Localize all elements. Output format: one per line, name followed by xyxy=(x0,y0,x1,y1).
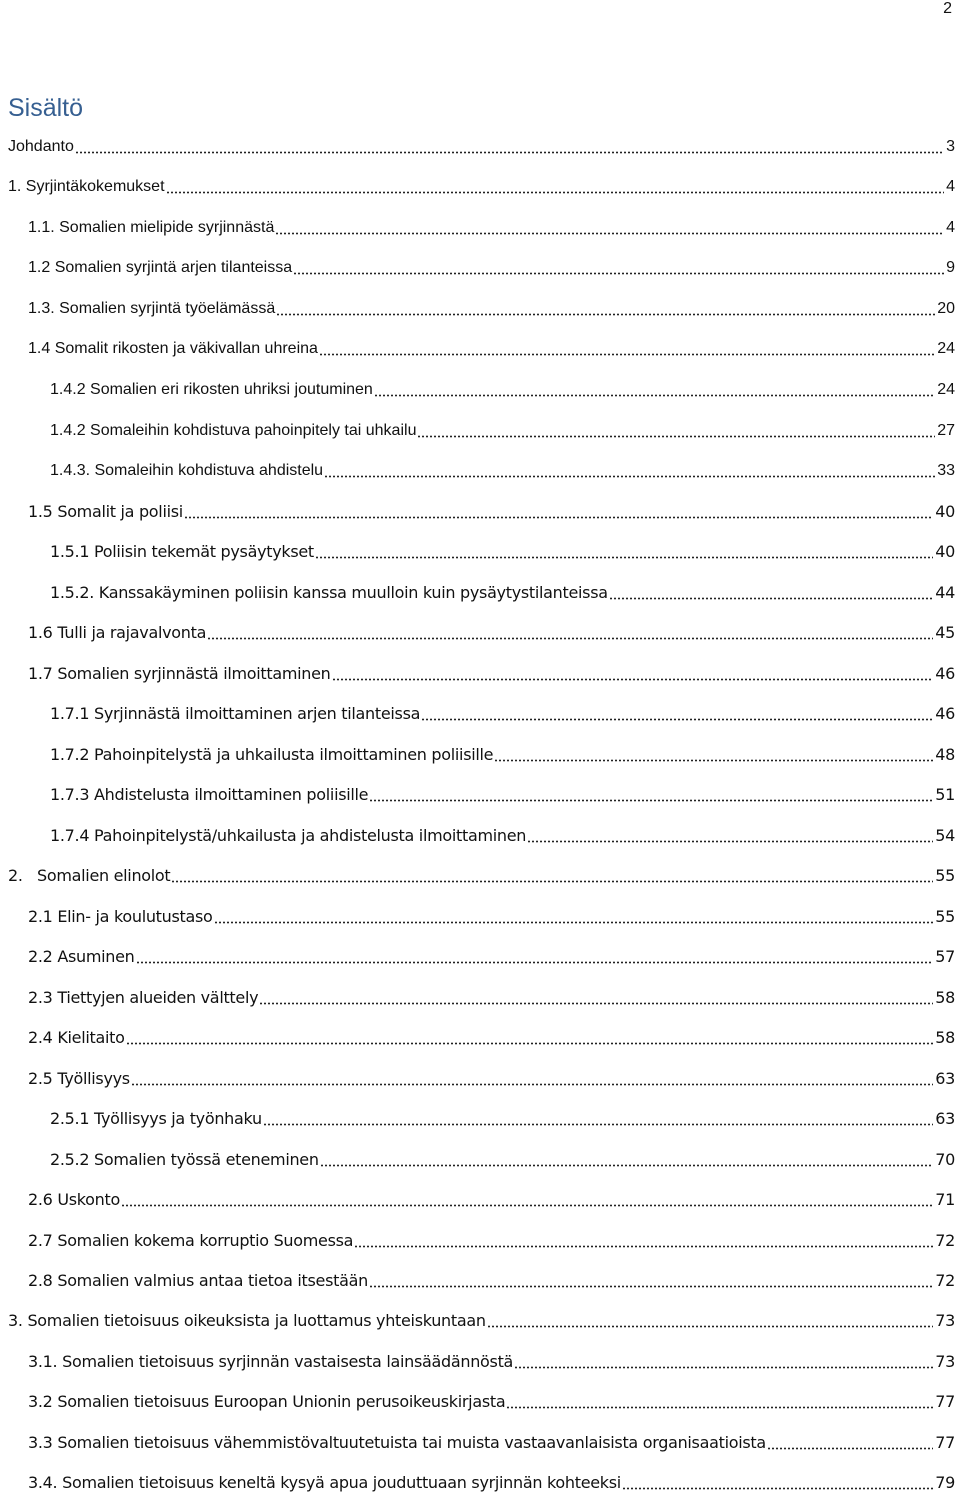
toc-entry[interactable] xyxy=(50,1104,955,1130)
toc-entry[interactable] xyxy=(28,1347,955,1373)
toc-entry-page: 71 xyxy=(935,1190,955,1209)
toc-entry-label: 3.4. Somalien tietoisuus keneltä kysyä apua jouduttuaan syrjinnän kohteeksi xyxy=(28,1473,621,1492)
dot-leader xyxy=(293,261,944,275)
toc-entry-page: 51 xyxy=(935,785,955,804)
dot-leader xyxy=(263,1112,933,1126)
toc-entry[interactable] xyxy=(28,334,955,360)
toc-entry[interactable] xyxy=(28,983,955,1009)
dot-leader xyxy=(527,829,933,843)
toc-entry-label: 2.3 Tiettyjen alueiden välttely xyxy=(28,988,259,1007)
toc-entry[interactable] xyxy=(28,1387,955,1413)
toc-entry-label: 1.7.3 Ahdistelusta ilmoittaminen poliisille xyxy=(50,785,369,804)
toc-entry-label: 1.2 Somalien syrjintä arjen tilanteissa xyxy=(28,259,293,276)
toc-entry[interactable] xyxy=(50,578,955,604)
dot-leader xyxy=(320,1153,934,1167)
page-number: 2 xyxy=(943,0,952,17)
dot-leader xyxy=(207,626,933,640)
toc-entry-page: 24 xyxy=(937,340,955,357)
toc-entry-page: 24 xyxy=(937,381,955,398)
toc-entry-label: 1.4.3. Somaleihin kohdistuva ahdistelu xyxy=(50,462,324,479)
toc-entry[interactable] xyxy=(8,1306,955,1332)
toc-entry-label: 2. Somalien elinolot xyxy=(8,866,171,885)
toc-entry-label: 1.3. Somalien syrjintä työelämässä xyxy=(28,300,276,317)
toc-entry-label: 1.5.2. Kanssakäyminen poliisin kanssa muulloin kuin pysäytystilanteissa xyxy=(50,583,608,602)
toc-entry-label: 2.4 Kielitaito xyxy=(28,1028,125,1047)
toc-entry-label: 1.4.2 Somalien eri rikosten uhriksi joutuminen xyxy=(50,381,373,398)
dot-leader xyxy=(184,505,933,519)
toc-entry-page: 72 xyxy=(935,1231,955,1250)
toc-entry-page: 27 xyxy=(937,422,955,439)
toc-entry-label: 1.4 Somalit rikosten ja väkivallan uhreina xyxy=(28,340,318,357)
toc-entry[interactable] xyxy=(28,902,955,928)
toc-entry[interactable] xyxy=(50,699,955,725)
dot-leader xyxy=(374,383,935,397)
toc-entry-label: 1.7.2 Pahoinpitelystä ja uhkailusta ilmoittaminen poliisille xyxy=(50,745,494,764)
toc-entry-page: 73 xyxy=(935,1311,955,1330)
dot-leader xyxy=(315,545,933,559)
toc-entry[interactable] xyxy=(50,780,955,806)
toc-entry-label: 1. Syrjintäkokemukset xyxy=(8,178,165,195)
toc-entry[interactable] xyxy=(28,1023,955,1049)
toc-entry[interactable] xyxy=(50,456,955,482)
toc-entry-label: 1.6 Tulli ja rajavalvonta xyxy=(28,623,207,642)
toc-entry[interactable] xyxy=(28,942,955,968)
toc-entry[interactable] xyxy=(28,1468,955,1494)
dot-leader xyxy=(354,1234,933,1248)
toc-entry-page: 57 xyxy=(935,947,955,966)
toc-entry[interactable] xyxy=(28,1266,955,1292)
dot-leader xyxy=(131,1072,933,1086)
toc-entry[interactable] xyxy=(50,740,955,766)
toc-entry[interactable] xyxy=(28,618,955,644)
dot-leader xyxy=(136,950,934,964)
toc-entry[interactable] xyxy=(28,253,955,279)
toc-entry-page: 4 xyxy=(946,178,955,195)
toc-entry-label: 1.5 Somalit ja poliisi xyxy=(28,502,183,521)
dot-leader xyxy=(494,748,933,762)
toc-entry-page: 20 xyxy=(937,300,955,317)
dot-leader xyxy=(75,140,944,154)
toc-entry[interactable] xyxy=(28,659,955,685)
dot-leader xyxy=(121,1193,933,1207)
toc-entry-page: 3 xyxy=(946,138,955,155)
dot-leader xyxy=(324,464,935,478)
toc-entry-label: 2.5.1 Työllisyys ja työnhaku xyxy=(50,1109,262,1128)
toc-entry-page: 58 xyxy=(935,1028,955,1047)
toc-entry-label: 3. Somalien tietoisuus oikeuksista ja luottamus yhteiskuntaan xyxy=(8,1311,486,1330)
toc-entry[interactable] xyxy=(28,1064,955,1090)
toc-entry-label: 1.4.2 Somaleihin kohdistuva pahoinpitely tai uhkailu xyxy=(50,422,417,439)
dot-leader xyxy=(417,424,935,438)
toc-entry-label: 1.7.1 Syrjinnästä ilmoittaminen arjen tilanteissa xyxy=(50,704,421,723)
toc-entry-page: 33 xyxy=(937,462,955,479)
toc-entry[interactable] xyxy=(50,1145,955,1171)
dot-leader xyxy=(259,991,933,1005)
dot-leader xyxy=(767,1436,933,1450)
dot-leader xyxy=(487,1314,934,1328)
toc-entry-page: 46 xyxy=(935,664,955,683)
toc-entry-page: 54 xyxy=(935,826,955,845)
toc-entry-page: 4 xyxy=(946,219,955,236)
toc-entry[interactable] xyxy=(50,416,955,442)
toc-entry[interactable] xyxy=(50,821,955,847)
toc-entry-page: 79 xyxy=(935,1473,955,1492)
toc-entry[interactable] xyxy=(28,497,955,523)
toc-entry-page: 63 xyxy=(935,1109,955,1128)
toc-entry-page: 55 xyxy=(935,907,955,926)
dot-leader xyxy=(609,586,933,600)
toc-entry-label: 3.1. Somalien tietoisuus syrjinnän vastaisesta lainsäädännöstä xyxy=(28,1352,514,1371)
toc-entry[interactable] xyxy=(8,132,955,158)
toc-entry-page: 40 xyxy=(935,542,955,561)
dot-leader xyxy=(275,221,944,235)
toc-entry[interactable] xyxy=(8,861,955,887)
toc-entry-page: 63 xyxy=(935,1069,955,1088)
toc-entry-label: 3.3 Somalien tietoisuus vähemmistövaltuutetuista tai muista vastaavanlaisista organisaatioista xyxy=(28,1433,766,1452)
toc-entry-label: 1.7.4 Pahoinpitelystä/uhkailusta ja ahdistelusta ilmoittaminen xyxy=(50,826,527,845)
toc-entry-page: 73 xyxy=(935,1352,955,1371)
toc-entry-page: 48 xyxy=(935,745,955,764)
toc-entry-page: 45 xyxy=(935,623,955,642)
toc-entry[interactable] xyxy=(28,213,955,239)
toc-entry[interactable] xyxy=(28,1226,955,1252)
toc-entry-label: 2.5.2 Somalien työssä eteneminen xyxy=(50,1150,319,1169)
toc-entry-label: 1.7 Somalien syrjinnästä ilmoittaminen xyxy=(28,664,331,683)
dot-leader xyxy=(276,302,935,316)
dot-leader xyxy=(166,180,945,194)
dot-leader xyxy=(126,1031,934,1045)
toc-entry-label: Johdanto xyxy=(8,138,74,155)
toc-entry-label: 2.1 Elin- ja koulutustaso xyxy=(28,907,213,926)
dot-leader xyxy=(622,1476,933,1490)
toc-entry[interactable] xyxy=(28,1428,955,1454)
toc-entry-page: 55 xyxy=(935,866,955,885)
toc-entry-page: 44 xyxy=(935,583,955,602)
dot-leader xyxy=(421,707,933,721)
toc-entry-page: 40 xyxy=(935,502,955,521)
toc-entry[interactable] xyxy=(8,172,955,198)
toc-entry-label: 2.5 Työllisyys xyxy=(28,1069,130,1088)
dot-leader xyxy=(506,1395,933,1409)
dot-leader xyxy=(514,1355,933,1369)
toc-entry[interactable] xyxy=(28,294,955,320)
toc-entry-page: 77 xyxy=(935,1433,955,1452)
dot-leader xyxy=(214,910,934,924)
toc-entry-label: 1.5.1 Poliisin tekemät pysäytykset xyxy=(50,542,314,561)
toc-entry[interactable] xyxy=(28,1185,955,1211)
toc-entry-page: 77 xyxy=(935,1392,955,1411)
dot-leader xyxy=(369,1274,933,1288)
toc-entry-label: 2.8 Somalien valmius antaa tietoa itsestään xyxy=(28,1271,368,1290)
toc-entry-label: 2.7 Somalien kokema korruptio Suomessa xyxy=(28,1231,354,1250)
toc-entry[interactable] xyxy=(50,375,955,401)
dot-leader xyxy=(171,869,933,883)
toc-entry-page: 46 xyxy=(935,704,955,723)
toc-entry-page: 9 xyxy=(946,259,955,276)
toc-entry-label: 2.6 Uskonto xyxy=(28,1190,120,1209)
toc-entry-page: 58 xyxy=(935,988,955,1007)
toc-entry[interactable] xyxy=(50,537,955,563)
toc-entry-label: 3.2 Somalien tietoisuus Euroopan Unionin perusoikeuskirjasta xyxy=(28,1392,506,1411)
dot-leader xyxy=(332,667,934,681)
toc-entry-label: 1.1. Somalien mielipide syrjinnästä xyxy=(28,219,275,236)
toc-title: Sisältö xyxy=(8,94,84,122)
toc-entry-page: 70 xyxy=(935,1150,955,1169)
toc-entry-page: 72 xyxy=(935,1271,955,1290)
dot-leader xyxy=(319,342,935,356)
dot-leader xyxy=(369,788,933,802)
toc-entry-label: 2.2 Asuminen xyxy=(28,947,135,966)
